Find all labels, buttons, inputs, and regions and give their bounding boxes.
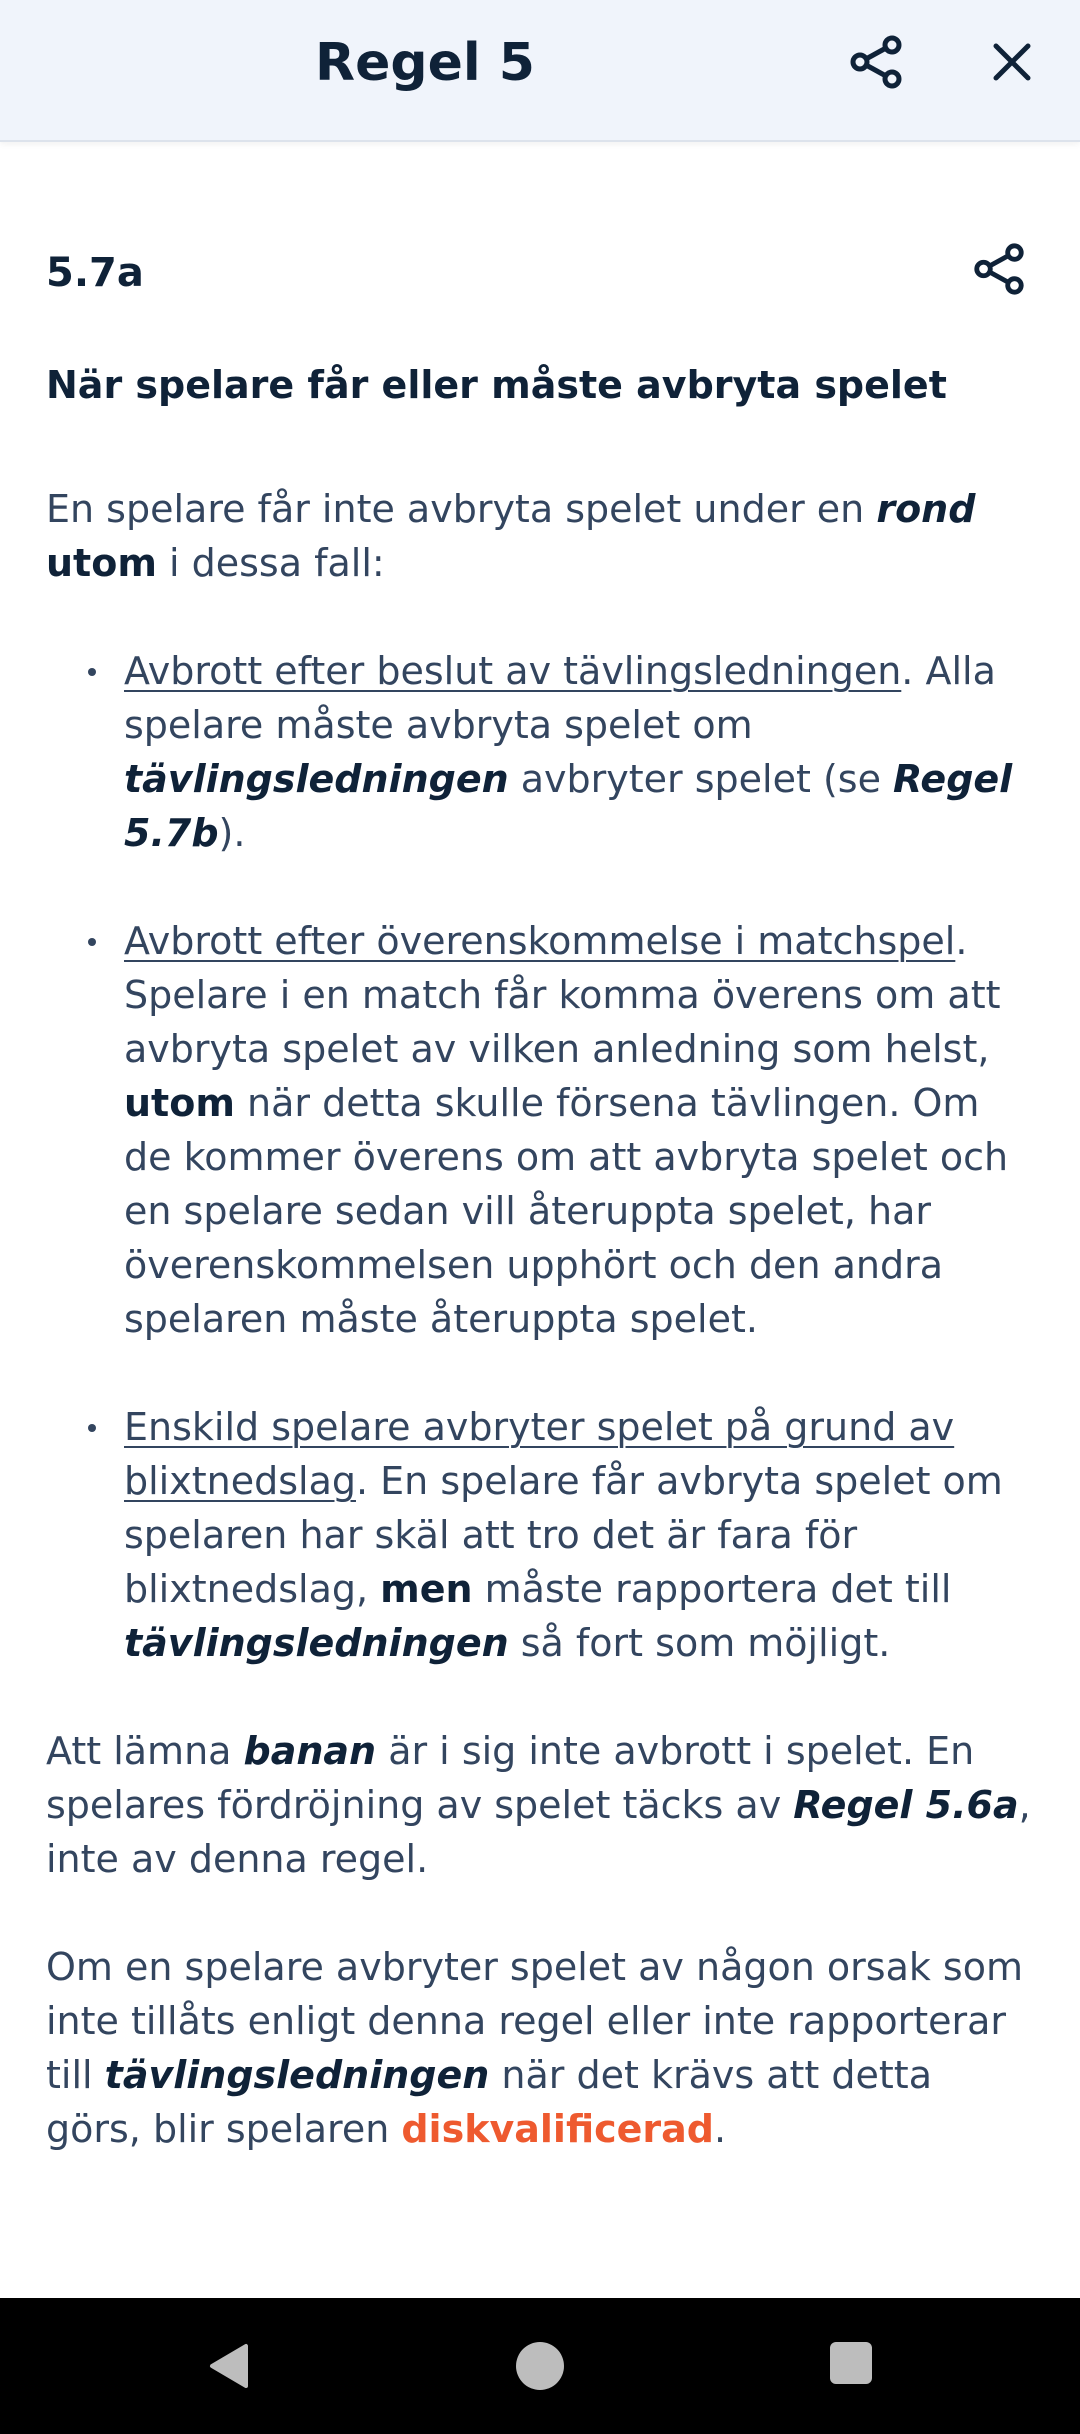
- list-item: [46, 644, 1036, 860]
- bullet-dot: [88, 1424, 96, 1432]
- link-committee-suspension[interactable]: Avbrott efter beslut av tävlingsledningen: [124, 649, 902, 693]
- paragraph-spacer: [46, 1886, 1036, 1940]
- bullet-text: måste rapportera det till: [472, 1567, 952, 1611]
- intro-text-1: En spelare får inte avbryta spelet under en: [46, 487, 877, 531]
- exceptions-list: [46, 644, 1036, 1670]
- course-paragraph: [46, 1724, 1036, 1886]
- defined-term-committee[interactable]: tävlingsledningen: [104, 2053, 490, 2097]
- emphasis-utom: utom: [46, 541, 157, 585]
- para-text: Att lämna: [46, 1729, 244, 1773]
- bullet-text: . En spelare får avbryta spelet om spelaren har skäl att tro det är fara för blixtnedslag,: [124, 1459, 1003, 1611]
- section-number: 5.7a: [46, 250, 144, 296]
- list-item: [46, 914, 1036, 1346]
- para-text: Om en spelare avbryter spelet av någon orsak som inte tillåts enligt denna regel eller inte rapporterar till: [46, 1945, 1023, 2097]
- nav-back-icon[interactable]: [206, 2342, 252, 2390]
- section-header: [46, 230, 1036, 320]
- section-title: När spelare får eller måste avbryta spelet: [46, 363, 947, 407]
- section-share-icon[interactable]: [970, 240, 1028, 298]
- bullet-text: så fort som möjligt.: [508, 1621, 891, 1665]
- intro-paragraph: [46, 482, 1036, 590]
- defined-term-rond[interactable]: rond: [876, 487, 976, 531]
- intro-text-3: i dessa fall:: [156, 541, 385, 585]
- rule-content: [46, 230, 1036, 2156]
- penalty-disqualified[interactable]: diskvalificerad: [401, 2107, 714, 2151]
- para-text: är i sig inte avbrott i spelet. En spelares fördröjning av spelet täcks av: [46, 1729, 975, 1827]
- bullet-text: . Alla spelare måste avbryta spelet om: [124, 649, 996, 747]
- close-icon[interactable]: [986, 36, 1038, 88]
- page-title: Regel 5: [315, 33, 535, 93]
- link-lightning[interactable]: Enskild spelare avbryter spelet på grund av blixtnedslag: [124, 1405, 955, 1503]
- para-text: .: [714, 2107, 727, 2151]
- share-icon[interactable]: [846, 32, 906, 92]
- rule-reference-5-6a[interactable]: Regel 5.6a: [793, 1783, 1019, 1827]
- system-navigation-bar: [0, 2298, 1080, 2434]
- penalty-paragraph: [46, 1940, 1036, 2156]
- top-app-bar: [0, 0, 1080, 142]
- defined-term-banan[interactable]: banan: [243, 1729, 377, 1773]
- para-text: , inte av denna regel.: [46, 1783, 1031, 1881]
- link-match-play-agreement[interactable]: Avbrott efter överenskommelse i matchspel: [124, 919, 956, 963]
- emphasis-utom: utom: [124, 1081, 235, 1125]
- nav-recent-icon[interactable]: [830, 2342, 872, 2384]
- defined-term-committee[interactable]: tävlingsledningen: [124, 757, 509, 801]
- bullet-text: ).: [218, 811, 246, 855]
- rule-reference-5-7b[interactable]: Regel 5.7b: [124, 757, 1013, 855]
- bullet-dot: [88, 668, 96, 676]
- bullet-text: . Spelare i en match får komma överens om att avbryta spelet av vilken anledning som helst,: [124, 919, 1001, 1071]
- bullet-text: avbryter spelet (se: [508, 757, 894, 801]
- defined-term-committee[interactable]: tävlingsledningen: [124, 1621, 509, 1665]
- list-item: [46, 1400, 1036, 1670]
- emphasis-men: men: [380, 1567, 473, 1611]
- para-text: när det krävs att detta görs, blir spelaren: [46, 2053, 932, 2151]
- nav-home-icon[interactable]: [516, 2342, 564, 2390]
- bullet-dot: [88, 938, 96, 946]
- bullet-text: när detta skulle försena tävlingen. Om de kommer överens om att avbryta spelet och en spelare sedan vill återuppta spelet, har överenskommelsen upphört och den andra spelaren måste återuppta spelet.: [124, 1081, 1009, 1341]
